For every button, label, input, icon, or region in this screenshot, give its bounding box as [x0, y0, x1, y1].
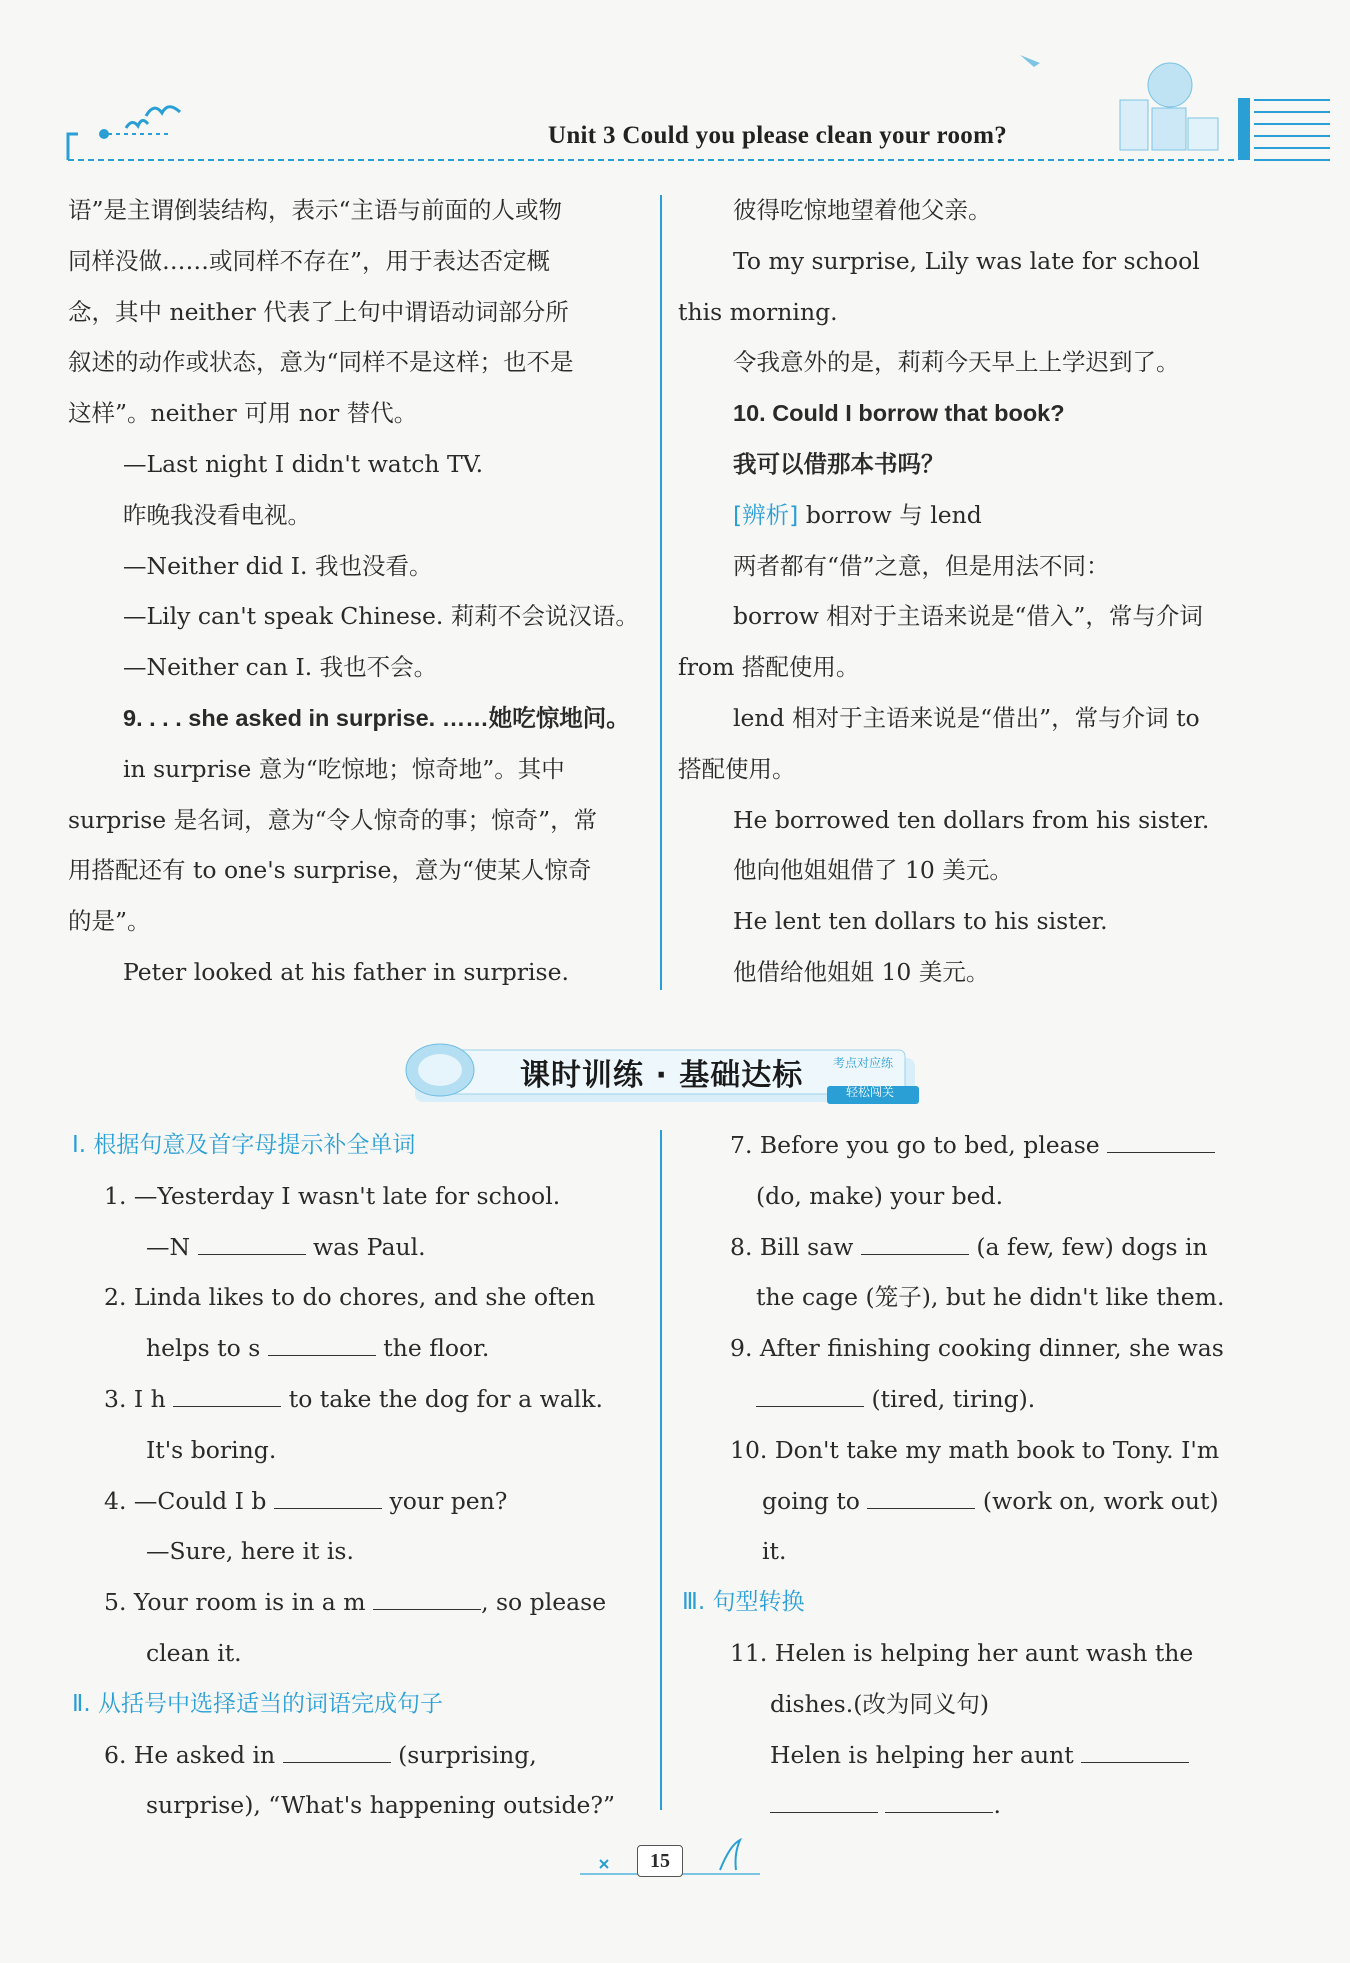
answer-blank[interactable]: [885, 1790, 993, 1813]
answer-blank[interactable]: [274, 1486, 382, 1509]
text-line: in surprise 意为“吃惊地；惊奇地”。其中: [123, 754, 565, 783]
banner-title: 课时训练 · 基础达标: [520, 1058, 804, 1093]
question-text: It's boring.: [146, 1435, 277, 1464]
text-line: 用搭配还有 to one's surprise，意为“使某人惊奇: [68, 856, 592, 885]
text-line: 搭配使用。: [678, 754, 796, 783]
column-divider: [660, 195, 662, 990]
question-text: surprise), “What's happening outside?”: [146, 1791, 616, 1820]
question: 2. Linda likes to do chores, and she often: [104, 1283, 596, 1312]
text-line: lend 相对于主语来说是“借出”，常与介词 to: [733, 703, 1200, 732]
answer-blank[interactable]: [283, 1740, 391, 1763]
question-text: —N: [146, 1232, 191, 1261]
answer-blank[interactable]: [756, 1384, 864, 1407]
text-line: 念，其中 neither 代表了上句中谓语动词部分所: [68, 297, 569, 326]
question-text: it.: [762, 1537, 787, 1566]
example-line: —Neither can I. 我也不会。: [123, 653, 438, 682]
text-line: 彼得吃惊地望着他父亲。: [733, 196, 992, 224]
question-text: to take the dog for a walk.: [288, 1384, 603, 1413]
analysis-tag: [辨析]: [733, 500, 799, 529]
text-line: 语”是主谓倒装结构，表示“主语与前面的人或物: [68, 196, 563, 224]
banner-tag-1: 考点对应练: [833, 1056, 894, 1070]
section-heading: Ⅰ. 根据句意及首字母提示补全单词: [72, 1132, 416, 1158]
section-heading: Ⅱ. 从括号中选择适当的词语完成句子: [72, 1690, 443, 1717]
answer-blank[interactable]: [373, 1587, 481, 1610]
example-line: —Neither did I. 我也没看。: [123, 551, 433, 580]
section-heading: Ⅲ. 句型转换: [682, 1589, 805, 1616]
text-line: 两者都有“借”之意，但是用法不同：: [733, 551, 1110, 580]
exercises-right-column: 7. Before you go to bed, please (do, make) your bed. 8. Bill saw (a few, few) dogs in the cage (笼子), but he didn't like them. 9. After finishing cooking dinner, she was (tired, tiring). 10. Don't take my math book to Tony. I'm going to (work on, work out) it. Ⅲ. 句型转换 11. Helen is helping her aunt wash the dishes.(改为同义句) Helen is helping her aunt .: [682, 1120, 1257, 1831]
text-line: 同样没做……或同样不存在”，用于表达否定概: [68, 246, 551, 275]
answer-blank[interactable]: [173, 1384, 281, 1407]
text-line: 这样”。neither 可用 nor 替代。: [68, 399, 418, 428]
question-text: , so please: [481, 1588, 607, 1617]
example-line: —Last night I didn't watch TV.: [123, 449, 484, 478]
answer-blank[interactable]: [770, 1790, 878, 1813]
question-text: the cage (笼子), but he didn't like them.: [756, 1283, 1225, 1312]
answer-blank[interactable]: [198, 1232, 306, 1255]
question-text: 11. Helen is helping her aunt wash the: [730, 1638, 1194, 1667]
unit-title: Unit 3 Could you please clean your room?: [548, 122, 1008, 149]
question-text: 9. After finishing cooking dinner, she was: [730, 1334, 1224, 1363]
answer-blank[interactable]: [268, 1333, 376, 1356]
answer-blank[interactable]: [1107, 1130, 1215, 1153]
example-line: He lent ten dollars to his sister.: [733, 907, 1108, 936]
question-text: dishes.(改为同义句): [770, 1689, 990, 1718]
column-divider: [660, 1130, 662, 1810]
question-text: (a few, few) dogs in: [976, 1232, 1208, 1261]
exercises-left-column: [72, 1120, 644, 1831]
question-text: your pen?: [389, 1486, 508, 1515]
example-line: To my surprise, Lily was late for school: [733, 246, 1200, 275]
answer-blank[interactable]: [861, 1232, 969, 1255]
text-line: from 搭配使用。: [678, 653, 860, 682]
question-text: helps to s: [146, 1334, 261, 1363]
question-text: was Paul.: [313, 1232, 426, 1261]
text-line: 叙述的动作或状态，意为“同样不是这样；也不是: [68, 348, 574, 377]
text-line: borrow 相对于主语来说是“借入”，常与介词: [733, 602, 1203, 631]
question-text: 6. He asked in: [104, 1740, 276, 1769]
text-line: borrow 与 lend: [805, 500, 982, 529]
example-line: 他向他姐姐借了 10 美元。: [733, 856, 1013, 885]
question-text: (tired, tiring).: [871, 1384, 1036, 1413]
notes-right-column: [678, 185, 1256, 998]
question-text: —Sure, here it is.: [146, 1537, 354, 1566]
example-line: —Lily can't speak Chinese. 莉莉不会说汉语。: [123, 602, 639, 631]
answer-blank[interactable]: [867, 1486, 975, 1509]
notes-left-column: [68, 185, 643, 998]
question-text: 3. I h: [104, 1384, 166, 1413]
banner-tag-2: 轻松闯关: [846, 1085, 895, 1099]
question-text: 8. Bill saw: [730, 1232, 854, 1261]
question-text: 4. —Could I b: [104, 1486, 267, 1515]
text-line: surprise 是名词，意为“令人惊奇的事；惊奇”，常: [68, 805, 598, 834]
question: 1. —Yesterday I wasn't late for school.: [104, 1181, 561, 1210]
note-heading: 9. . . . she asked in surprise. ……她吃惊地问。: [123, 704, 630, 731]
example-line: this morning.: [678, 297, 838, 326]
question-text: (work on, work out): [982, 1486, 1219, 1515]
page-number: 15: [637, 1845, 683, 1877]
text-line: 令我意外的是，莉莉今天早上上学迟到了。: [733, 348, 1180, 377]
question-text: (do, make) your bed.: [756, 1181, 1004, 1210]
example-line: He borrowed ten dollars from his sister.: [733, 805, 1210, 834]
text-line: 的是”。: [68, 907, 151, 936]
question-text: 5. Your room is in a m: [104, 1588, 366, 1617]
note-heading-cn: 我可以借那本书吗？: [733, 450, 945, 477]
question-text: Helen is helping her aunt: [770, 1740, 1074, 1769]
question-text: (surprising,: [398, 1740, 537, 1769]
example-line: 昨晚我没看电视。: [123, 500, 311, 529]
note-heading: 10. Could I borrow that book?: [733, 400, 1065, 427]
question-text: 10. Don't take my math book to Tony. I'm: [730, 1435, 1220, 1464]
question-text: clean it.: [146, 1638, 242, 1667]
example-line: Peter looked at his father in surprise.: [123, 957, 569, 986]
question-text: the floor.: [383, 1334, 490, 1363]
answer-blank[interactable]: [1081, 1740, 1189, 1763]
example-line: 他借给他姐姐 10 美元。: [733, 957, 990, 986]
question-text: 7. Before you go to bed, please: [730, 1131, 1100, 1159]
question-text: going to: [762, 1486, 860, 1515]
